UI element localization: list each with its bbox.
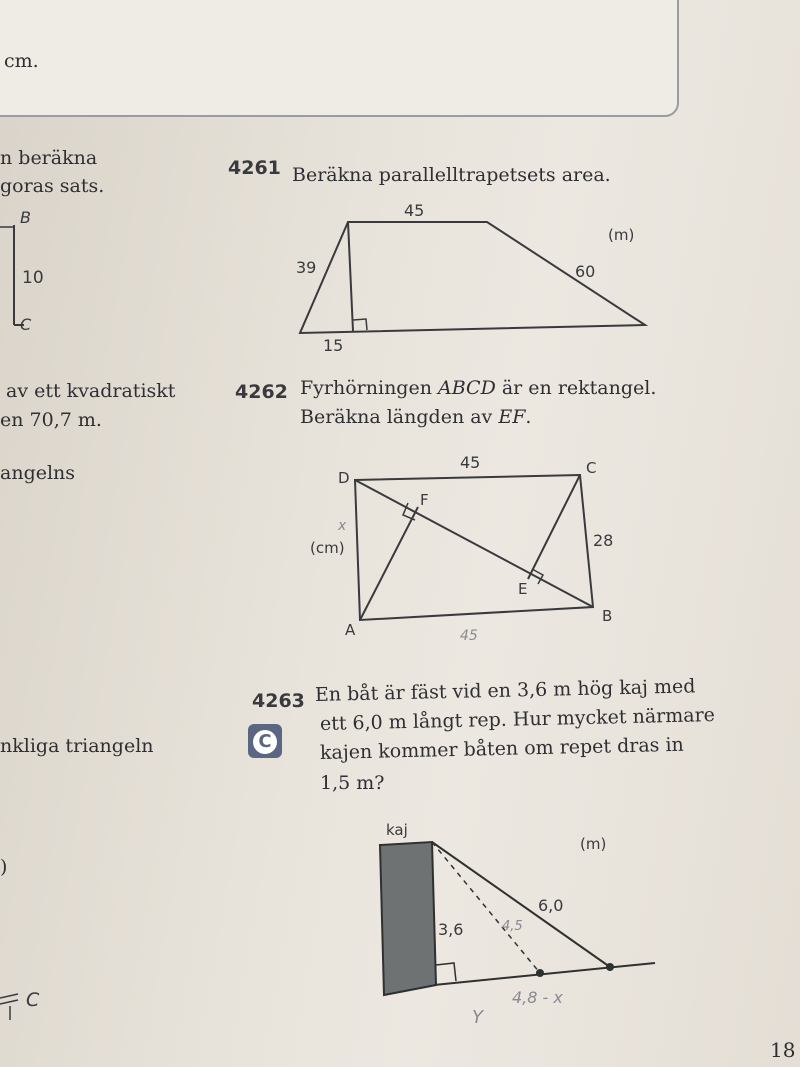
kaj-label: kaj [386,821,408,839]
quay-height-label: 3,6 [438,920,464,939]
problem-number: 4261 [228,157,281,179]
problem-text-line: 1,5 m? [320,772,385,794]
left-text-line: angelns [0,462,76,484]
left-bottom-figure [0,980,60,1030]
point-F-label: F [420,491,429,509]
trapezoid-right-label: 60 [575,262,596,281]
trapezoid-figure [290,195,670,360]
vertex-A-label: A [345,621,356,639]
problem-text: Beräkna parallelltrapetsets area. [292,164,611,186]
text-part-italic: EF [498,406,526,428]
left-text-line: ) [0,856,8,878]
problem-text-line [300,377,656,399]
vertex-D-label: D [338,469,350,487]
left-text-line: n beräkna [0,147,98,169]
boat-quay-figure [370,815,670,1035]
trapezoid-bottom-label: 15 [323,336,344,355]
rope-line [432,842,610,967]
left-fig-C2-label: C [26,989,40,1011]
problem-number: 4263 [252,690,305,712]
diagonal-DB [355,480,593,607]
handwritten-x: x [338,518,347,534]
handwritten-y: Y [472,1007,483,1028]
rope-length-label: 6,0 [538,896,564,915]
boat-point [606,963,614,971]
segment-AF [360,507,418,620]
problem-text-line: En båt är fäst vid en 3,6 m hög kaj med [314,675,696,706]
challenge-badge [248,724,282,758]
rectangle-figure [300,445,660,645]
vertex-B-label: B [602,607,613,625]
handwritten-45: 45 [460,628,478,644]
page-number: 18 [770,1038,796,1062]
text-part: Beräkna längden av [300,406,499,428]
problem-text-line: ett 6,0 m långt rep. Hur mycket närmare [319,704,716,735]
top-box-fragment: cm. [4,50,39,72]
segment-CE [528,475,580,579]
point-E-label: E [518,580,528,598]
text-part: . [525,406,532,428]
right-angle-marker [353,319,367,330]
problem-text-line [300,406,531,428]
problem-number: 4262 [235,381,288,403]
problem-text-line: kajen kommer båten om repet dras in [319,733,684,764]
left-text-line: nkliga triangeln [0,735,154,757]
left-fig-B-label: B [20,208,31,227]
new-boat-point [536,969,544,977]
right-angle-marker [436,963,456,981]
left-text-line: goras sats. [0,175,105,197]
quay-unit-label: (m) [580,835,607,853]
left-text-line: en 70,7 m. [0,409,102,431]
left-fig-10-label: 10 [22,268,44,288]
trapezoid-left-label: 39 [296,258,317,277]
rect-unit-label: (cm) [310,539,345,557]
vertex-C-label: C [586,459,597,477]
text-part: Fyrhörningen [300,377,438,399]
challenge-badge-letter: C [253,730,277,754]
trapezoid-top-label: 45 [404,201,425,220]
left-text-line: av ett kvadratiskt [6,380,176,402]
trapezoid-height-line [348,222,353,331]
handwritten-diag: 4,5 [502,919,523,934]
rectangle-outline [355,475,593,620]
top-answer-box [0,0,679,117]
water-line [434,963,655,985]
quay-wall [380,842,436,995]
text-part-italic: ABCD [438,377,496,399]
rect-right-label: 28 [593,531,614,550]
left-triangle-figure [0,205,60,335]
rect-top-label: 45 [460,453,481,472]
left-fig-C-label: C [20,315,32,334]
text-part: är en rektangel. [495,377,657,399]
handwritten-bottom: 4,8 - x [512,988,563,1007]
trapezoid-unit-label: (m) [608,226,635,244]
